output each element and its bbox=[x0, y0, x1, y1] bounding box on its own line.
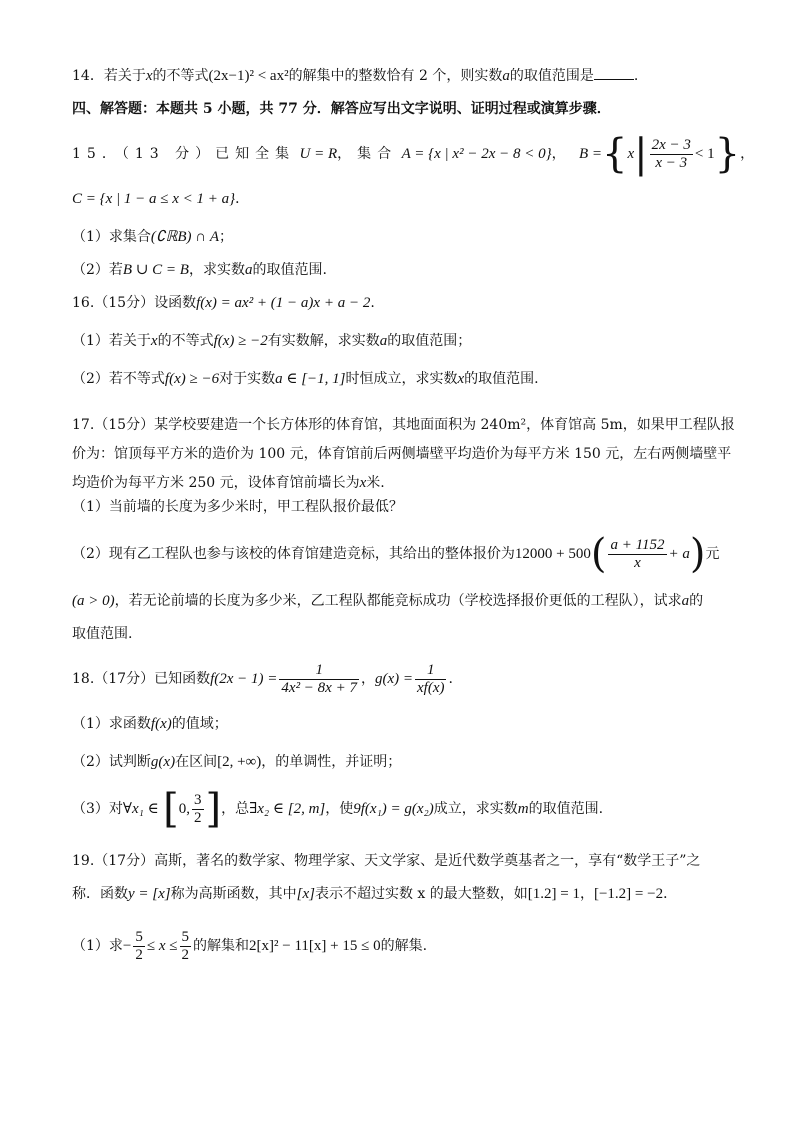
bracket-open: [ bbox=[163, 786, 179, 832]
q17-p2-plus: + a bbox=[668, 546, 690, 562]
question-17-part-2-last: 取值范围. bbox=[72, 626, 133, 642]
q19-line2-expr2: [x] bbox=[296, 886, 315, 902]
q17-line3-a: 均造价为每平方米 250 元，设体育馆前墙长为 bbox=[72, 475, 360, 491]
q16-p2-label: （2）若不等式 bbox=[72, 371, 165, 387]
q15-p1-expr: (∁ℝB) ∩ A bbox=[150, 229, 219, 245]
q16-p1-end: 的取值范围； bbox=[387, 333, 472, 349]
q15-universe: U = R bbox=[299, 146, 338, 162]
q18-p3-eq: 9f(x₁) = g(x₂) bbox=[353, 801, 434, 817]
q14-text3: 的取值范围是 bbox=[509, 68, 594, 84]
q17-line3-x: x bbox=[359, 475, 367, 491]
q19-p1-mid: ≤ x ≤ bbox=[146, 938, 178, 954]
q15-p1-label: （1）求集合 bbox=[72, 229, 151, 245]
q17-p2-rest2: 的 bbox=[689, 593, 704, 609]
q16-p1-text2: 有实数解，求实数 bbox=[267, 333, 380, 349]
q16-header: 16.（15分）设函数 bbox=[72, 295, 197, 311]
q15-header: 15．（13 分）已知全集 bbox=[72, 146, 296, 162]
question-18-part-2 bbox=[72, 752, 724, 772]
q18-f-left: f(2x − 1) = bbox=[210, 671, 278, 687]
question-17-line-1: 17.（15分）某学校要建造一个长方体形的体育馆，其地面面积为 240m²，体育馆高 5m，如果甲工程队报 bbox=[72, 417, 735, 433]
q18-p3-label: （3）对 bbox=[72, 801, 123, 817]
bracket-close: ] bbox=[205, 786, 222, 832]
q18-p3-forall: ∀x₁ ∈ bbox=[122, 801, 159, 817]
q18-p1-expr: f(x) bbox=[150, 716, 172, 732]
paren-open: ( bbox=[590, 531, 607, 577]
q19-line2-sep: ， bbox=[579, 886, 594, 902]
exam-page bbox=[72, 66, 755, 970]
q18-p3-fraction bbox=[192, 792, 204, 827]
bar: | bbox=[634, 131, 648, 177]
q15-set-b-num: 2x − 3 bbox=[651, 136, 691, 153]
q18-p1-end: 的值域； bbox=[171, 716, 228, 732]
q18-end: . bbox=[448, 671, 453, 687]
q18-p3-m: m bbox=[517, 801, 529, 817]
q17-p2-const: 12000 + 500 bbox=[514, 546, 591, 562]
q14-text2: 的解集中的整数恰有 2 个，则实数 bbox=[288, 68, 503, 84]
question-19-line-2 bbox=[72, 884, 724, 904]
q15-set-b-left: B = bbox=[578, 146, 603, 162]
q15-p2-a: a bbox=[244, 262, 253, 278]
q16-p2-text2: 时恒成立，求实数 bbox=[345, 371, 458, 387]
q18-g-num: 1 bbox=[415, 662, 446, 680]
q16-p2-expr: f(x) ≥ −6 bbox=[164, 371, 220, 387]
q18-p2-interval: [2, +∞) bbox=[217, 754, 262, 770]
q18-f-fraction bbox=[279, 662, 359, 697]
q19-line2-b: 称为高斯函数，其中 bbox=[170, 886, 297, 902]
q17-line3-b: 米. bbox=[366, 475, 385, 491]
q17-p2-unit: 元 bbox=[705, 546, 720, 562]
q14-prefix: 14．若关于 bbox=[72, 68, 146, 84]
q15-set-a: A = {x | x² − 2x − 8 < 0} bbox=[401, 146, 552, 162]
q17-p2-den: x bbox=[634, 554, 641, 571]
q18-p3-end: 的取值范围. bbox=[528, 801, 604, 817]
q16-p1-label: （1）若关于 bbox=[72, 333, 151, 349]
q19-p1-minus: − bbox=[122, 938, 132, 954]
q15-set-b-right: < 1 bbox=[694, 146, 715, 162]
q16-p1-text1: 的不等式 bbox=[157, 333, 214, 349]
q16-p2-x: x bbox=[457, 371, 465, 387]
q18-p2-label: （2）试判断 bbox=[72, 754, 151, 770]
q16-p2-interval: a ∈ [−1, 1] bbox=[275, 371, 346, 387]
question-19-part-1 bbox=[72, 922, 724, 970]
q18-g-left: g(x) = bbox=[374, 671, 413, 687]
question-16-part-1 bbox=[72, 331, 724, 351]
question-18-part-1 bbox=[72, 714, 724, 734]
question-16-part-2 bbox=[72, 369, 724, 389]
q14-inequality: (2x−1)² < ax² bbox=[208, 68, 289, 84]
question-16-header bbox=[72, 293, 724, 313]
question-15-header: 15．（13 分）已知全集 U = R ，集合 A = {x | x² − 2x − 8 < 0} ， B = { x | $\frac{2x - 3}{x - 3}$ < 1 } ， bbox=[72, 131, 755, 177]
q18-g-fraction bbox=[415, 662, 446, 697]
q18-p2-expr: g(x) bbox=[150, 754, 176, 770]
q16-p2-end: 的取值范围. bbox=[464, 371, 539, 387]
q16-p1-a: a bbox=[379, 333, 388, 349]
q19-p1-fraction-2 bbox=[180, 929, 192, 964]
question-18-part-3 bbox=[72, 785, 724, 833]
question-17-line-2: 价为：馆顶每平方米的造价为 100 元，体育馆前后两侧墙壁平均造价为每平方米 150 元，左右两侧墙壁平 bbox=[72, 446, 732, 462]
q18-p3-den: 2 bbox=[194, 809, 202, 826]
q19-p1-text1: 的解集和 bbox=[193, 938, 250, 954]
q18-sep: ， bbox=[360, 671, 375, 687]
question-15-part-2 bbox=[72, 260, 724, 280]
q14-end: . bbox=[633, 68, 639, 84]
q16-p2-text1: 对于实数 bbox=[219, 371, 276, 387]
q18-header: 18.（17分）已知函数 bbox=[72, 671, 211, 687]
q15-set-b-den: x − 3 bbox=[655, 154, 688, 171]
q18-f-den: 4x² − 8x + 7 bbox=[281, 679, 357, 696]
q17-p2-num: a + 1152 bbox=[610, 536, 665, 553]
q15-set-b-fraction bbox=[650, 137, 693, 172]
q17-p2-rest: ，若无论前墙的长度为多少米，乙工程队都能竞标成功（学校选择报价更低的工程队），试求 bbox=[114, 593, 682, 609]
q19-line2-end: ． bbox=[663, 886, 678, 902]
question-17-line-3 bbox=[72, 473, 724, 493]
q15-p2-label: （2）若 bbox=[72, 262, 123, 278]
question-18-header bbox=[72, 657, 724, 701]
question-15-set-c bbox=[72, 189, 724, 209]
q14-text1: 的不等式 bbox=[152, 68, 209, 84]
q17-p2-text: （2）现有乙工程队也参与该校的体育馆建造竞标，其给出的整体报价为 bbox=[72, 546, 515, 562]
question-14 bbox=[72, 66, 724, 86]
q19-p1-end: 的解集. bbox=[380, 938, 428, 954]
q16-p1-x: x bbox=[150, 333, 158, 349]
q16-function: f(x) = ax² + (1 − a)x + a − 2 bbox=[196, 295, 371, 311]
q19-line2-ex1: [1.2] = 1 bbox=[527, 886, 580, 902]
q19-p1-num: 5 bbox=[135, 928, 143, 945]
q17-p2-fraction bbox=[608, 537, 666, 572]
q14-a: a bbox=[502, 68, 510, 84]
q18-p3-lb: 0, bbox=[178, 801, 191, 817]
q18-p2-end: ，的单调性，并证明； bbox=[261, 754, 402, 770]
q18-p2-text1: 在区间 bbox=[175, 754, 218, 770]
q17-p2-cond: (a > 0) bbox=[72, 593, 115, 609]
q16-p1-expr: f(x) ≥ −2 bbox=[213, 333, 268, 349]
q16-end: . bbox=[370, 295, 375, 311]
q19-p1-label: （1）求 bbox=[72, 938, 123, 954]
q17-p2-a: a bbox=[681, 593, 690, 609]
q18-g-den: xf(x) bbox=[417, 679, 445, 696]
q15-set-b-x: x bbox=[627, 146, 635, 162]
q18-p3-text2: ，使 bbox=[325, 801, 354, 817]
q19-line2-a: 称．函数 bbox=[72, 886, 128, 902]
q19-line2-expr: y = [x] bbox=[128, 886, 171, 902]
answer-blank[interactable] bbox=[594, 67, 634, 80]
q18-p3-text1: ，总 bbox=[221, 801, 250, 817]
question-17-part-2 bbox=[72, 530, 724, 578]
q18-p3-exists: ∃x₂ ∈ [2, m] bbox=[249, 801, 326, 817]
section-4-title: 四、解答题：本题共 5 小题，共 77 分．解答应写出文字说明、证明过程或演算步骤． bbox=[72, 101, 611, 117]
q19-line2-ex2: [−1.2] = −2 bbox=[593, 886, 664, 902]
q15-p2-end: 的取值范围. bbox=[252, 262, 327, 278]
q19-line2-c: 表示不超过实数 x 的最大整数，如 bbox=[314, 886, 528, 902]
q19-p1-expr: 2[x]² − 11[x] + 15 ≤ 0 bbox=[249, 938, 381, 954]
q18-p1-label: （1）求函数 bbox=[72, 716, 151, 732]
q15-set-c-end: ． bbox=[235, 191, 250, 207]
q15-text1: ，集合 bbox=[337, 146, 398, 162]
q19-p1-num2: 5 bbox=[181, 928, 190, 945]
q15-p2-text: ，求实数 bbox=[188, 262, 245, 278]
q18-f-num: 1 bbox=[279, 662, 359, 680]
q19-p1-fraction-1 bbox=[133, 929, 145, 964]
q15-p2-expr: B ∪ C = B bbox=[122, 262, 189, 278]
paren-close: ) bbox=[689, 531, 706, 577]
question-19-line-1: 19.（17分）高斯，著名的数学家、物理学家、天文学家、是近代数学奠基者之一，享有“数学王子”之 bbox=[72, 853, 701, 869]
q15-set-c: C = {x | 1 − a ≤ x < 1 + a} bbox=[72, 191, 236, 207]
question-15-part-1 bbox=[72, 227, 724, 247]
question-17-part-2-cont bbox=[72, 591, 724, 611]
brace-close: } bbox=[714, 131, 741, 177]
brace-open: { bbox=[602, 131, 628, 177]
q18-p3-text3: 成立，求实数 bbox=[433, 801, 518, 817]
q18-p3-num: 3 bbox=[194, 791, 202, 808]
q19-p1-den: 2 bbox=[135, 946, 143, 963]
question-17-part-1: （1）当前墙的长度为多少米时，甲工程队报价最低？ bbox=[72, 499, 403, 515]
q15-p1-end: ； bbox=[219, 229, 233, 245]
q19-p1-den2: 2 bbox=[181, 946, 190, 963]
q14-x: x bbox=[145, 68, 153, 84]
